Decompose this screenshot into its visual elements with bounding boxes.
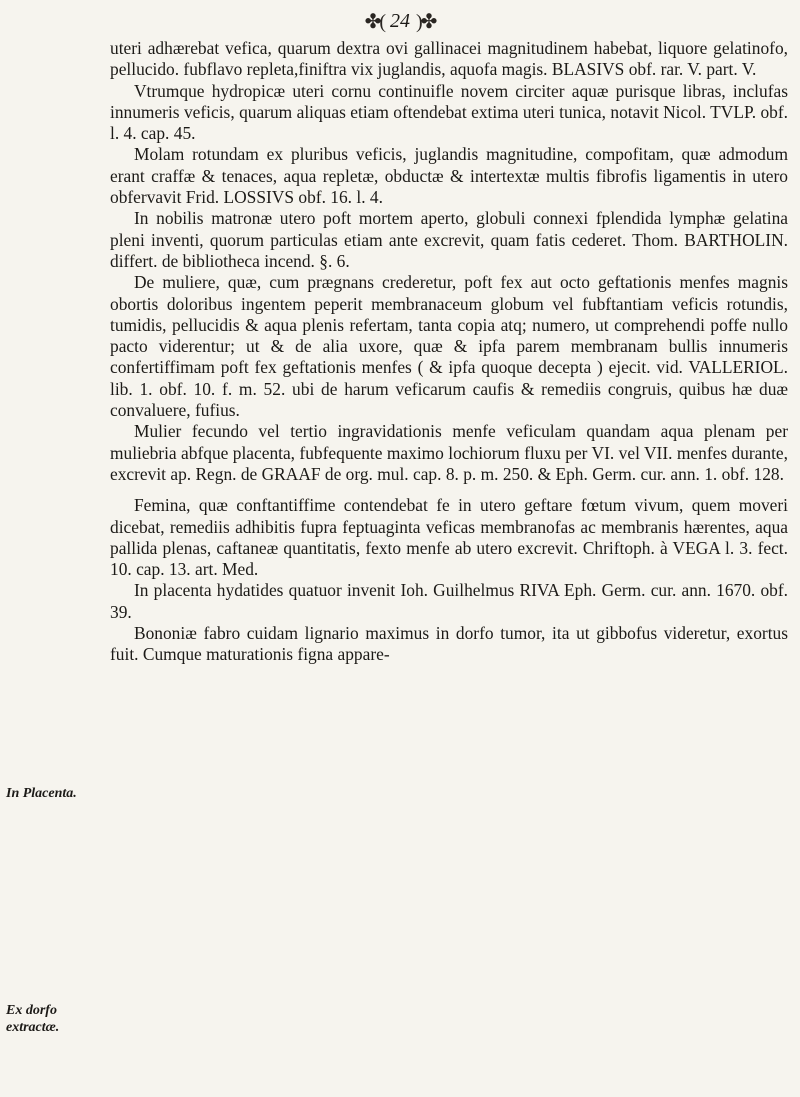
paragraph: Molam rotundam ex pluribus veficis, juglandis magnitudine, compofitam, quæ admodum erant craffæ & tenaces, aqua repletæ, obductæ & intertextæ multis fibrofis ligamentis in utero obfervavit Frid. LOSSIVS obf. 16. l. 4. xyxy=(110,144,788,208)
paragraph: Mulier fecundo vel tertio ingravidationis menfe veficulam quandam aqua plenam per muliebria abfque placenta, fubfequente maximo lochiorum fluxu per VI. vel VII. menfes durante, excrevit ap. Regn. de GRAAF de org. mul. cap. 8. p. m. 250. & Eph. Germ. cur. ann. 1. obf. 128. xyxy=(110,421,788,484)
paragraph: In nobilis matronæ utero poft mortem aperto, globuli connexi fplendida lymphæ gelatina pleni inventi, quorum particulas etiam ante excrevit, quam fatis cederet. Thom. BARTHOLIN. differt. de bibliotheca incend. §. 6. xyxy=(110,208,788,271)
paragraph: uteri adhærebat vefica, quarum dextra ovi gallinacei magnitudinem habebat, liquore gelatinofo, pellucido. fubflavo repleta,finiftra vix juglandis, aquofa magis. BLASIVS obf. rar. V. part. V. xyxy=(110,38,788,80)
margin-note-dorso: Ex dorfo extractæ. xyxy=(6,1003,60,1035)
page-number: 24 xyxy=(390,9,410,32)
paragraph: In placenta hydatides quatuor invenit Ioh. Guilhelmus RIVA Eph. Germ. cur. ann. 1670. obf. 39. xyxy=(110,580,788,622)
left-ornament: ✤( xyxy=(364,10,384,33)
page-header xyxy=(0,4,800,38)
margin-note-placenta: In Placenta. xyxy=(6,786,77,801)
paragraph: De muliere, quæ, cum prægnans crederetur, poft fex aut octo geftationis menfes magnis obortis doloribus ingentem peperit membranaceum globum vel fubftantiam veficis rotundis, tumidis, pellucidis & aqua plenis refertam, tanta copia atq; numero, ut comprehendi poffe nullo pacto viderentur; ut & de alia uxore, quæ & ipfa parem membranam bullis innumeris confertiffimam poft fex geftationis menfes ( & ipfa quoque decepta ) ejecit. vid. VALLERIOL. lib. 1. obf. 10. f. m. 52. ubi de harum veficarum caufis & remediis congruis, quibus hæ duæ convaluere, fufius. xyxy=(110,272,788,421)
paragraph: Bononiæ fabro cuidam lignario maximus in dorfo tumor, ita ut gibbofus videretur, exortus fuit. Cumque maturationis figna appare- xyxy=(110,623,788,665)
body-text xyxy=(110,38,788,666)
right-ornament: )✤ xyxy=(416,10,436,33)
paragraph: Vtrumque hydropicæ uteri cornu continuifle novem circiter aquæ purisque libras, inclufas innumeris veficis, quarum aliquas etiam oftendebat extima uteri tunica, notavit Nicol. TVLP. obf. l. 4. cap. 45. xyxy=(110,80,788,144)
paragraph: Femina, quæ conftantiffime contendebat fe in utero geftare fœtum vivum, quem moveri dicebat, remediis adhibitis fupra feptuaginta veficas membranofas ac membranis hærentes, aqua pallida plenas, caftaneæ quantitatis, fexto menfe ab utero excrevit. Chriftoph. à VEGA l. 3. fect. 10. cap. 13. art. Med. xyxy=(110,495,788,580)
